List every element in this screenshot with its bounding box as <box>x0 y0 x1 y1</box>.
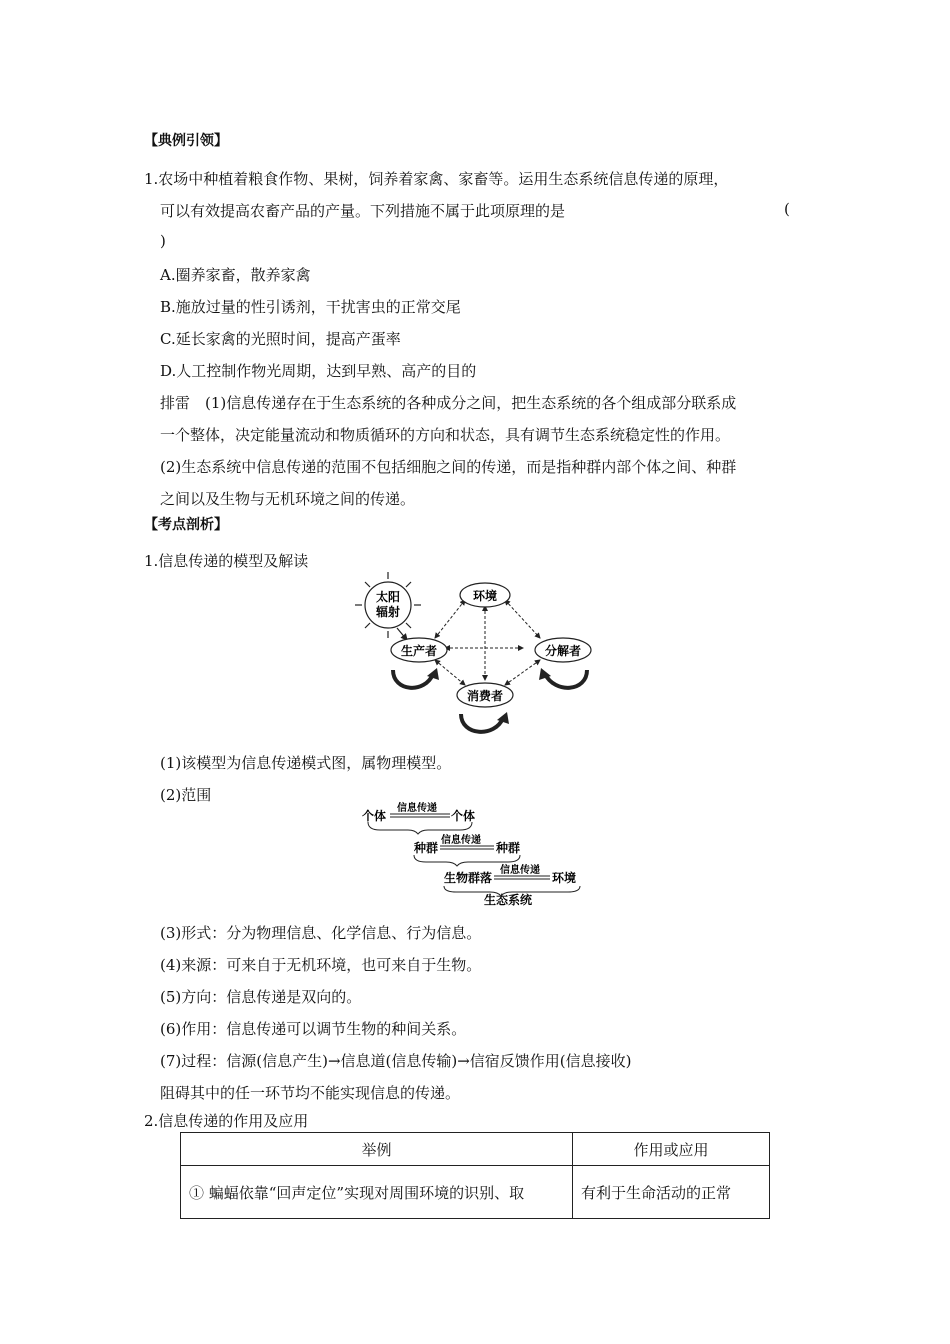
sun-to-producer-arrow <box>397 628 407 640</box>
range-info-label-2: 信息传递 <box>441 835 481 846</box>
range-environment: 环境 <box>552 871 577 885</box>
exclusion-line-1: 排雷 (1)信息传递存在于生态系统的各种成分之间，把生态系统的各个组成部分联系成 <box>160 394 737 412</box>
info-transfer-diagram <box>345 570 610 742</box>
question-line-1: 1.农场中种植着粮食作物、果树，饲养着家禽、家畜等。运用生态系统信息传递的原理， <box>144 170 729 188</box>
table-header-function: 作用或应用 <box>573 1133 770 1166</box>
range-community: 生物群落 <box>444 871 493 885</box>
model-point-7: (7)过程：信源(信息产生)→信息道(信息传输)→信宿反馈作用(信息接收) <box>160 1052 632 1070</box>
table-row <box>181 1166 770 1219</box>
environment-label: 环境 <box>472 589 498 603</box>
range-population-left: 种群 <box>414 841 439 855</box>
application-title: 2.信息传递的作用及应用 <box>144 1112 309 1130</box>
producer-env-link <box>435 600 465 638</box>
analysis-heading: 【考点剖析】 <box>144 517 228 533</box>
model-point-6: (6)作用：信息传递可以调节生物的种间关系。 <box>160 1020 467 1038</box>
producer-consumer-link <box>435 660 465 685</box>
option-a: A.圈养家畜，散养家禽 <box>160 266 311 284</box>
consumer-decomposer-link <box>505 660 540 685</box>
decomposer-loop-arrow-icon <box>545 670 587 688</box>
decomposer-label: 分解者 <box>544 644 582 658</box>
exclusion-line-3: (2)生态系统中信息传递的范围不包括细胞之间的传递，而是指种群内部个体之间、种群 <box>160 458 737 476</box>
range-info-label-1: 信息传递 <box>397 803 437 814</box>
model-point-5: (5)方向：信息传递是双向的。 <box>160 988 362 1006</box>
range-ecosystem: 生态系统 <box>484 893 533 907</box>
option-c: C.延长家禽的光照时间，提高产蛋率 <box>160 330 401 348</box>
producer-loop-arrow-icon <box>393 670 433 688</box>
answer-paren-open: ( <box>784 200 790 218</box>
table-cell-example: ① 蝙蝠依靠“回声定位”实现对周围环境的识别、取 <box>181 1166 573 1219</box>
exclusion-line-4: 之间以及生物与无机环境之间的传递。 <box>160 490 416 508</box>
exclusion-line-2: 一个整体，决定能量流动和物质循环的方向和状态，具有调节生态系统稳定性的作用。 <box>160 426 731 444</box>
question-line-2: 可以有效提高农畜产品的产量。下列措施不属于此项原理的是 <box>160 202 566 220</box>
sun-label-1: 太阳 <box>375 590 401 604</box>
option-b: B.施放过量的性引诱剂，干扰害虫的正常交尾 <box>160 298 461 316</box>
range-info-label-3: 信息传递 <box>500 865 540 876</box>
env-decomposer-link <box>505 600 540 638</box>
range-population-right: 种群 <box>496 841 521 855</box>
producer-label: 生产者 <box>400 644 438 658</box>
model-title: 1.信息传递的模型及解读 <box>144 552 309 570</box>
range-diagram <box>360 800 590 910</box>
model-point-4: (4)来源：可来自于无机环境，也可来自于生物。 <box>160 956 482 974</box>
model-point-1: (1)该模型为信息传递模式图，属物理模型。 <box>160 754 452 772</box>
range-individual-left: 个体 <box>362 809 387 823</box>
answer-paren-close: ) <box>160 232 166 250</box>
application-table <box>180 1132 770 1219</box>
option-d: D.人工控制作物光周期，达到早熟、高产的目的 <box>160 362 477 380</box>
table-cell-function: 有利于生命活动的正常 <box>573 1166 770 1219</box>
range-individual-right: 个体 <box>451 809 476 823</box>
model-point-2: (2)范围 <box>160 786 212 804</box>
example-heading: 【典例引领】 <box>144 133 228 149</box>
table-header-example: 举例 <box>181 1133 573 1166</box>
model-point-7-note: 阻碍其中的任一环节均不能实现信息的传递。 <box>160 1084 461 1102</box>
consumer-label: 消费者 <box>466 689 504 703</box>
table-header-row <box>181 1133 770 1166</box>
consumer-loop-arrow-icon <box>461 714 503 732</box>
model-point-3: (3)形式：分为物理信息、化学信息、行为信息。 <box>160 924 482 942</box>
sun-label-2: 辐射 <box>375 605 401 619</box>
